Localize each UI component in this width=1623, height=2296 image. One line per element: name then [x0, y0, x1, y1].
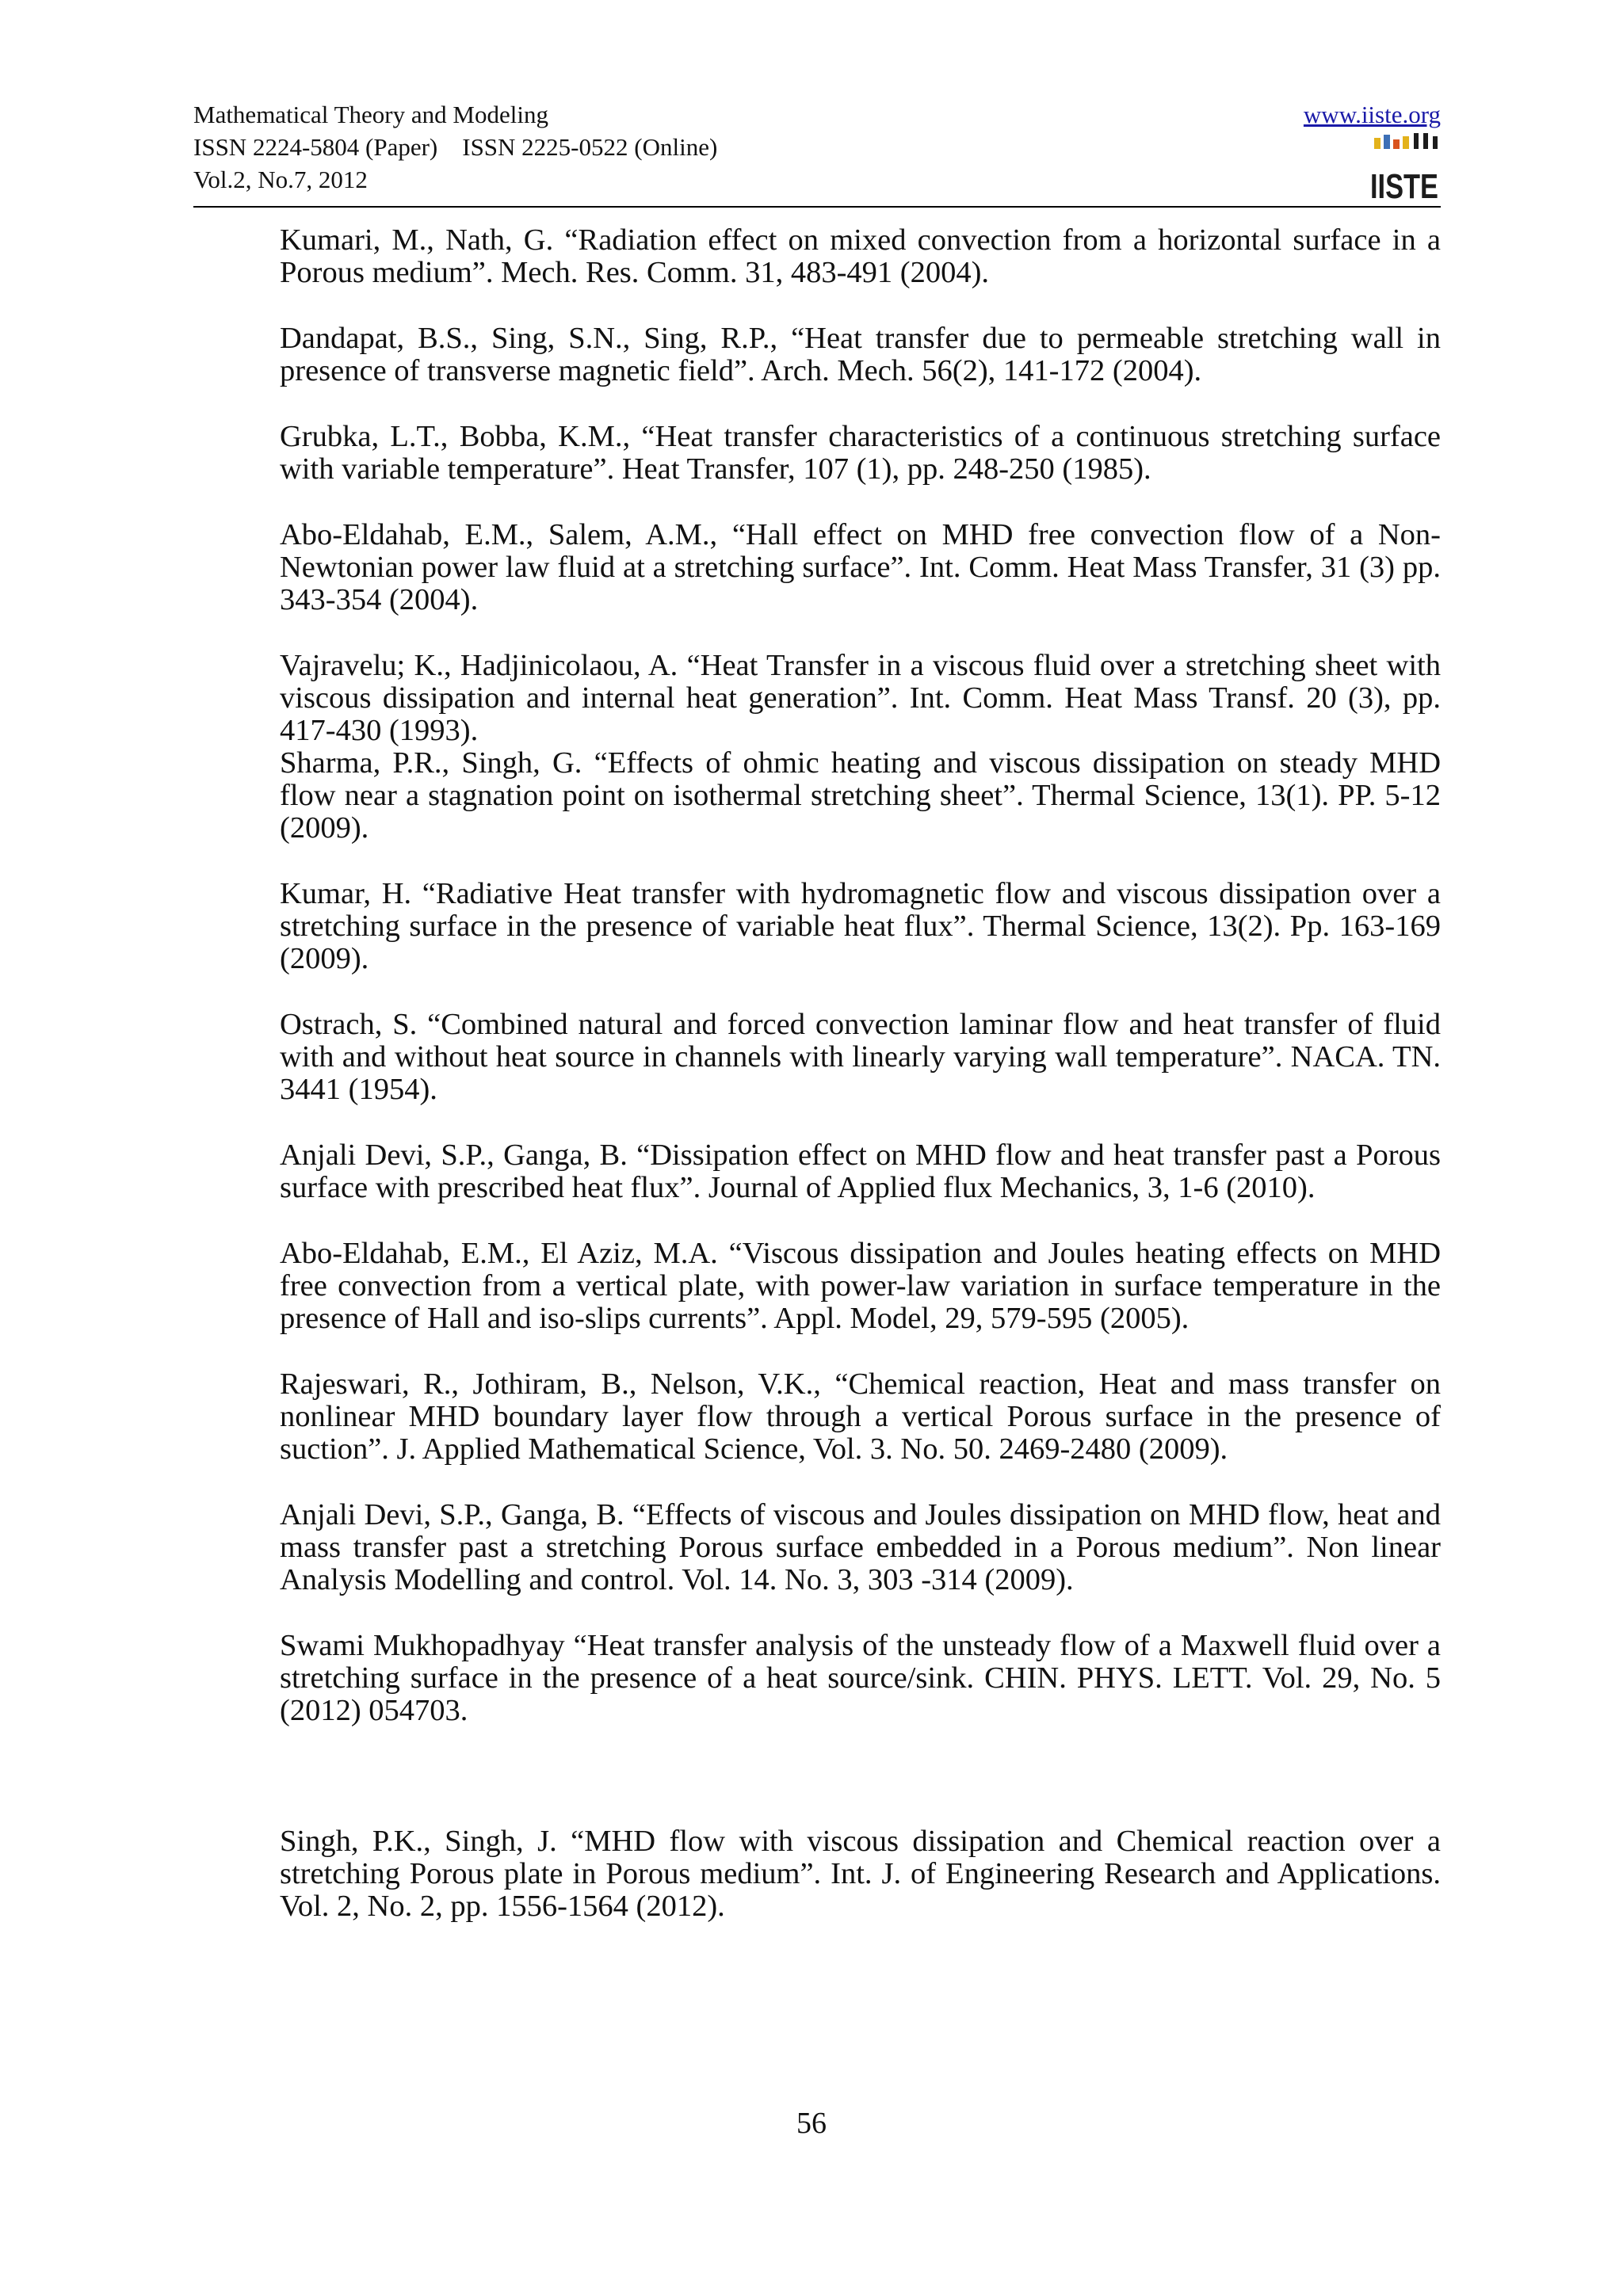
reference-item: Anjali Devi, S.P., Ganga, B. “Dissipation effect on MHD flow and heat transfer past a Porous surface with prescribed heat flux”. Journal of Applied flux Mechanics, 3, 1-6 (2010). [280, 1138, 1441, 1204]
journal-info [193, 98, 717, 196]
reference-list [280, 224, 1441, 1923]
reference-item: Vajravelu; K., Hadjinicolaou, A. “Heat Transfer in a viscous fluid over a stretching sheet with viscous dissipation and internal heat generation”. Int. Comm. Heat Mass Transf. 20 (3), pp. 417-430 (1993). [280, 649, 1441, 747]
reference-item: Sharma, P.R., Singh, G. “Effects of ohmic heating and viscous dissipation on steady MHD flow near a stagnation point on isothermal stretching sheet”. Thermal Science, 13(1). PP. 5-12 (2009). [280, 746, 1441, 845]
reference-item: Swami Mukhopadhyay “Heat transfer analysis of the unsteady flow of a Maxwell fluid over a stretching surface in the presence of a heat source/sink. CHIN. PHYS. LETT. Vol. 29, No. 5 (2012) 054703. [280, 1629, 1441, 1727]
logo-text: IISTE [1370, 167, 1438, 206]
page-header [193, 98, 1441, 208]
journal-volume: Vol.2, No.7, 2012 [193, 166, 368, 193]
reference-item: Rajeswari, R., Jothiram, B., Nelson, V.K., “Chemical reaction, Heat and mass transfer on nonlinear MHD boundary layer flow through a vertical Porous surface in the presence of suction”. J. Applied Mathematical Science, Vol. 3. No. 50. 2469-2480 (2009). [280, 1367, 1441, 1466]
reference-item: Ostrach, S. “Combined natural and forced convection laminar flow and heat transfer of fluid with and without heat source in channels with linearly varying wall temperature”. NACA. TN. 3441 (1954). [280, 1008, 1441, 1106]
reference-item: Grubka, L.T., Bobba, K.M., “Heat transfer characteristics of a continuous stretching surface with variable temperature”. Heat Transfer, 107 (1), pp. 248-250 (1985). [280, 420, 1441, 486]
journal-issn: ISSN 2224-5804 (Paper) ISSN 2225-0522 (Online) [193, 133, 718, 161]
reference-item: Kumari, M., Nath, G. “Radiation effect on mixed convection from a horizontal surface in a Porous medium”. Mech. Res. Comm. 31, 483-491 (2004). [280, 223, 1441, 289]
reference-item: Kumar, H. “Radiative Heat transfer with hydromagnetic flow and viscous dissipation over a stretching surface in the presence of variable heat flux”. Thermal Science, 13(2). Pp. 163-169 (2009). [280, 877, 1441, 975]
reference-item: Singh, P.K., Singh, J. “MHD flow with viscous dissipation and Chemical reaction over a stretching Porous plate in Porous medium”. Int. J. of Engineering Research and Applications. Vol. 2, No. 2, pp. 1556-1564 (2012). [280, 1825, 1441, 1923]
website-link[interactable]: www.iiste.org [1303, 101, 1441, 128]
journal-title: Mathematical Theory and Modeling [193, 101, 548, 128]
reference-item: Dandapat, B.S., Sing, S.N., Sing, R.P., “Heat transfer due to permeable stretching wall in presence of transverse magnetic field”. Arch. Mech. 56(2), 141-172 (2004). [280, 322, 1441, 387]
reference-item: Anjali Devi, S.P., Ganga, B. “Effects of viscous and Joules dissipation on MHD flow, heat and mass transfer past a stretching Porous surface embedded in a Porous medium”. Non linear Analysis Modelling and control. Vol. 14. No. 3, 303 -314 (2009). [280, 1498, 1441, 1596]
reference-item: Abo-Eldahab, E.M., El Aziz, M.A. “Viscous dissipation and Joules heating effects on MHD free convection from a vertical plate, with power-law variation in surface temperature in the presence of Hall and iso-slips currents”. Appl. Model, 29, 579-595 (2005). [280, 1237, 1441, 1335]
reference-item: Abo-Eldahab, E.M., Salem, A.M., “Hall effect on MHD free convection flow of a Non-Newtonian power law fluid at a stretching surface”. Int. Comm. Heat Mass Transfer, 31 (3) pp. 343-354 (2004). [280, 518, 1441, 616]
iiste-logo [1368, 133, 1441, 206]
page-number: 56 [796, 2107, 827, 2140]
